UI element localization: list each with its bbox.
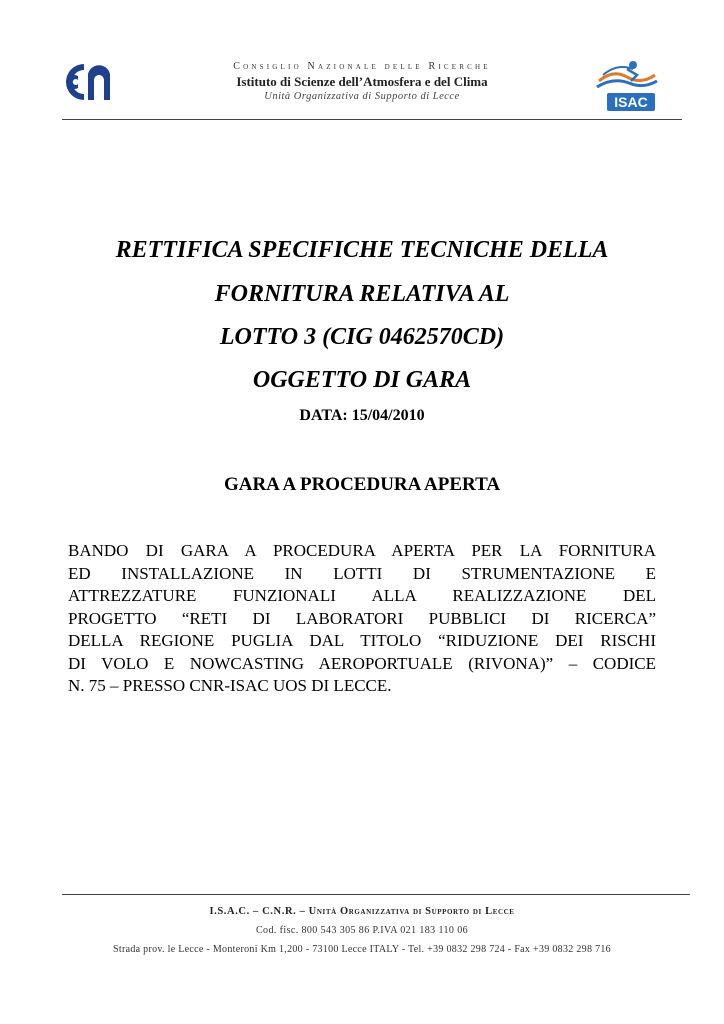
document-date: DATA: 15/04/2010 [299, 407, 425, 424]
procedure-heading: GARA A PROCEDURA APERTA [223, 474, 501, 495]
footer-divider [62, 894, 690, 895]
description-line: ED INSTALLAZIONE IN LOTTI DI STRUMENTAZIONE E [68, 563, 656, 583]
institute-name: Istituto di Scienze dell’Atmosfera e del Clima [236, 74, 488, 89]
title-line-3: LOTTO 3 (CIG 0462570CD) [219, 324, 505, 350]
tender-description [68, 540, 656, 698]
footer-fiscal-code: Cod. fisc. 800 543 305 86 P.IVA 021 183 110 06 [255, 925, 469, 936]
footer-title: I.S.A.C. – C.N.R. – Unità Organizzativa di Supporto di Lecce [209, 906, 515, 917]
description-line: ATTREZZATURE FUNZIONALI ALLA REALIZZAZIONE DEL [68, 586, 656, 605]
title-line-2: FORNITURA RELATIVA AL [214, 281, 510, 307]
org-name: Consiglio Nazionale delle Ricerche [233, 61, 491, 72]
description-line: DI VOLO E NOWCASTING AEROPORTUALE (RIVONA)” – CODICE [68, 653, 656, 673]
header-divider [62, 119, 682, 120]
description-line: DELLA REGIONE PUGLIA DAL TITOLO “RIDUZIONE DEI RISCHI [68, 631, 656, 650]
title-line-1: RETTIFICA SPECIFICHE TECNICHE DELLA [115, 237, 609, 263]
description-line: PROGETTO “RETI DI LABORATORI PUBBLICI DI RICERCA” [68, 608, 656, 628]
letterhead [0, 0, 724, 122]
isac-logo-text: ISAC [614, 94, 648, 110]
title-line-4: OGGETTO DI GARA [252, 367, 472, 393]
description-line: BANDO DI GARA A PROCEDURA APERTA PER LA FORNITURA [68, 541, 656, 560]
unit-name: Unità Organizzativa di Supporto di Lecce [264, 91, 460, 102]
footer-address: Strada prov. le Lecce - Monteroni Km 1,200 - 73100 Lecce ITALY - Tel. +39 0832 298 724 - Fax +39 0832 298 716 [113, 944, 611, 955]
description-line: N. 75 – PRESSO CNR-ISAC UOS DI LECCE. [68, 676, 392, 695]
isac-logo-icon [593, 55, 659, 113]
